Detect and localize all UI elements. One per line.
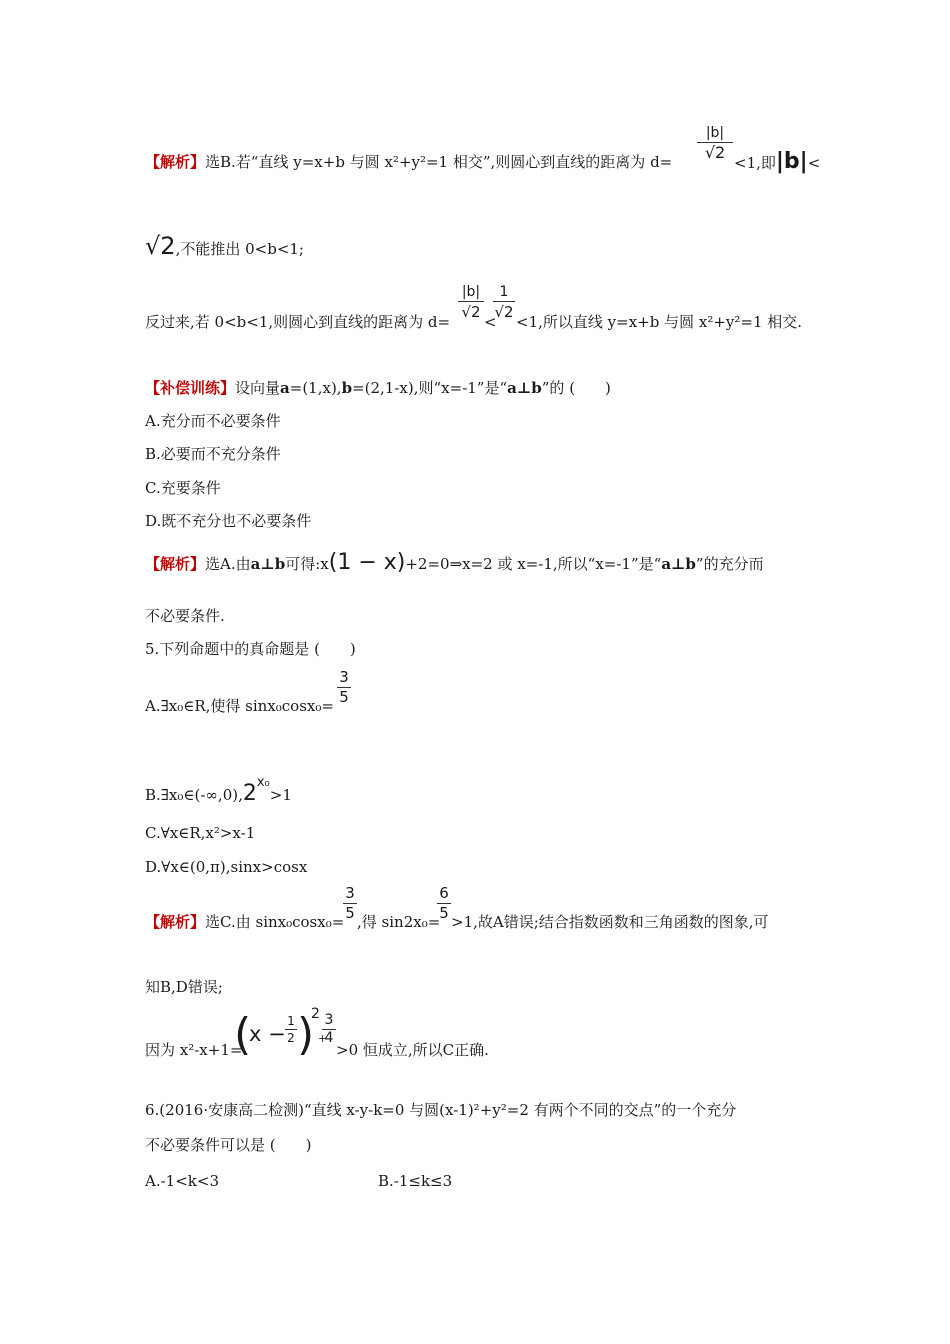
answer-5-line-1	[145, 912, 344, 932]
text-fragment: =(1,x),	[289, 379, 342, 397]
answer-5-line-2: 知B,D错误;	[145, 978, 223, 996]
fraction-3-4	[318, 1012, 336, 1047]
compensation-tag: 【补偿训练】	[145, 379, 236, 397]
q6-option-b: B.-1≤k≤3	[378, 1172, 453, 1190]
sqrt2-big: √2	[145, 232, 176, 260]
a-perp-b: a⊥b	[507, 379, 542, 397]
fraction-1-2	[285, 1013, 297, 1046]
text-fragment: A.∃x₀∈R,使得 sinx₀cosx₀=	[145, 697, 334, 715]
analysis-tag: 【解析】	[145, 153, 206, 171]
fraction-b-over-sqrt2	[697, 124, 733, 163]
text-fragment: >1,故A错误;结合指数函数和三角函数的图象,可	[451, 913, 769, 931]
question-6-line-1: 6.(2016·安康高二检测)“直线 x-y-k=0 与圆(x-1)²+y²=2 有两个不同的交点”的一个充分	[145, 1101, 737, 1119]
frac-denominator: 5	[439, 904, 449, 922]
text-fragment: ”的 ( )	[541, 379, 611, 397]
question-6-line-2: 不必要条件可以是 ( )	[145, 1136, 312, 1154]
vector-b: b	[341, 379, 353, 397]
fraction-3-5-ans	[343, 884, 357, 923]
fraction-6-5	[437, 884, 451, 923]
analysis-tag: 【解析】	[145, 555, 206, 573]
text-fragment: >1	[269, 786, 292, 804]
square-exponent: 2	[311, 1006, 320, 1022]
answer-5-line-3	[145, 1040, 242, 1060]
answer-5-line-1-mid	[357, 912, 440, 932]
analysis-line-1	[145, 152, 672, 172]
text-fragment: B.∃x₀∈(-∞,0),	[145, 786, 243, 804]
frac-denominator: 4	[324, 1030, 334, 1046]
text-fragment: >0 恒成立,所以C正确.	[336, 1041, 489, 1059]
paren-x-minus: x −	[249, 1022, 286, 1046]
text-fragment: =(2,1-x),则“x=-1”是“	[352, 379, 508, 397]
frac-denominator: √2	[461, 303, 481, 321]
answer-4-line-2: 不必要条件.	[145, 607, 225, 625]
text-fragment: 选A.由	[205, 555, 251, 573]
option-a: A.充分而不必要条件	[145, 412, 281, 430]
power-base: 2	[242, 781, 257, 806]
text-fragment: ,得 sin2x₀=	[357, 913, 441, 931]
option-c: C.充要条件	[145, 479, 221, 497]
frac-numerator: |b|	[697, 124, 733, 143]
frac-denominator-row	[318, 1030, 336, 1047]
option-b: B.必要而不充分条件	[145, 445, 281, 463]
q5-option-a	[145, 696, 334, 716]
frac-denominator: 5	[345, 904, 355, 922]
text-fragment: <1,所以直线 y=x+b 与圆 x²+y²=1 相交.	[516, 313, 803, 331]
q5-option-c: C.∀x∈R,x²>x-1	[145, 824, 256, 842]
frac-denominator: √2	[494, 303, 514, 321]
q5-option-d: D.∀x∈(0,π),sinx>cosx	[145, 858, 308, 876]
answer-4-line-1	[145, 550, 764, 575]
frac-numerator: 3	[322, 1012, 336, 1030]
text-fragment: ”的充分而	[695, 555, 764, 573]
power-exponent: x₀	[256, 775, 270, 790]
frac-numerator: 1	[493, 283, 515, 302]
fraction-b-over-sqrt2-2	[458, 283, 484, 322]
option-d: D.既不充分也不必要条件	[145, 512, 312, 530]
answer-5-line-3-tail	[336, 1040, 489, 1060]
frac-numerator: |b|	[458, 283, 484, 302]
a-perp-b: a⊥b	[250, 555, 286, 573]
text-fragment: 反过来,若 0<b<1,则圆心到直线的距离为 d=	[145, 313, 451, 331]
frac-numerator: 3	[343, 884, 357, 904]
a-perp-b: a⊥b	[661, 555, 696, 573]
q5-option-b	[145, 773, 292, 805]
frac-denominator: √2	[704, 143, 726, 162]
expression-1-minus-x: (1 − x)	[328, 550, 406, 575]
fraction-3-5	[337, 668, 351, 707]
text-fragment: 选C.由 sinx₀cosx₀=	[205, 913, 345, 931]
analysis-line-2	[145, 232, 304, 260]
analysis-line-1-tail	[734, 149, 821, 174]
frac-denominator: 5	[339, 688, 349, 706]
answer-5-line-1-tail	[451, 912, 769, 932]
text-fragment: <1,即	[734, 154, 776, 172]
text-fragment: ,不能推出 0<b<1;	[175, 240, 304, 258]
fraction-1-over-sqrt2	[493, 283, 515, 322]
lt-sign: <	[484, 313, 497, 331]
lt-sign: <	[807, 154, 821, 172]
frac-numerator: 3	[337, 668, 351, 688]
frac-numerator: 1	[285, 1013, 297, 1030]
plus-sign: +	[318, 1032, 328, 1045]
frac-numerator: 6	[437, 884, 451, 904]
question-4-stem	[145, 378, 611, 398]
analysis-line-3	[145, 312, 450, 332]
vector-a: a	[280, 379, 290, 397]
text-fragment: 因为 x²-x+1=	[145, 1041, 243, 1059]
abs-b: |b|	[775, 149, 808, 174]
text-fragment: 可得:x	[285, 555, 329, 573]
q6-option-a: A.-1<k<3	[145, 1172, 219, 1190]
analysis-line-3-tail	[516, 312, 802, 332]
open-paren: (	[234, 1009, 252, 1060]
analysis-tag: 【解析】	[145, 913, 206, 931]
question-5-stem: 5.下列命题中的真命题是 ( )	[145, 640, 356, 658]
analysis-text: 选B.若“直线 y=x+b 与圆 x²+y²=1 相交”,则圆心到直线的距离为 d=	[205, 153, 673, 171]
frac-denominator: 2	[287, 1031, 295, 1045]
close-paren: )	[297, 1009, 315, 1060]
text-fragment: +2=0⇒x=2 或 x=-1,所以“x=-1”是“	[405, 555, 662, 573]
text-fragment: 设向量	[235, 379, 281, 397]
